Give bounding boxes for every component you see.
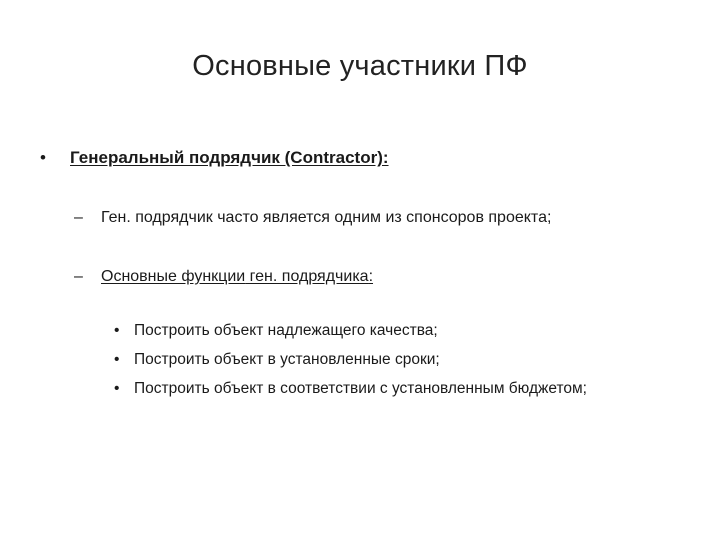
- dash-bullet-icon: –: [74, 268, 83, 285]
- sponsor-text: Ген. подрядчик часто является одним из спонсоров проекта;: [101, 209, 552, 226]
- function-item-quality: [114, 322, 438, 340]
- function-item-deadline: [114, 351, 440, 369]
- dash-bullet-icon: –: [74, 209, 83, 226]
- functions-heading-part2: ген. подрядчика: [245, 268, 369, 285]
- function-text: Построить объект в установленные сроки;: [134, 351, 440, 368]
- sub-item-functions: [74, 268, 373, 286]
- bullet-dot-icon: •: [114, 380, 120, 397]
- function-item-budget: [114, 380, 587, 398]
- bullet-dot-icon: •: [114, 351, 120, 368]
- function-text: Построить объект надлежащего качества;: [134, 322, 438, 339]
- contractor-heading: Генеральный подрядчик (Contractor):: [70, 148, 389, 167]
- functions-heading-colon: :: [368, 268, 374, 285]
- functions-heading-part1: Основные функции: [101, 268, 246, 285]
- slide-title: Основные участники ПФ: [192, 50, 528, 82]
- function-text: Построить объект в соответствии с установленным бюджетом;: [134, 380, 587, 397]
- bullet-dot-icon: •: [114, 322, 120, 339]
- bullet-dot-icon: •: [40, 148, 46, 167]
- bullet-item-contractor: [40, 148, 389, 168]
- functions-heading: [101, 268, 373, 286]
- sub-item-sponsor: [74, 209, 551, 227]
